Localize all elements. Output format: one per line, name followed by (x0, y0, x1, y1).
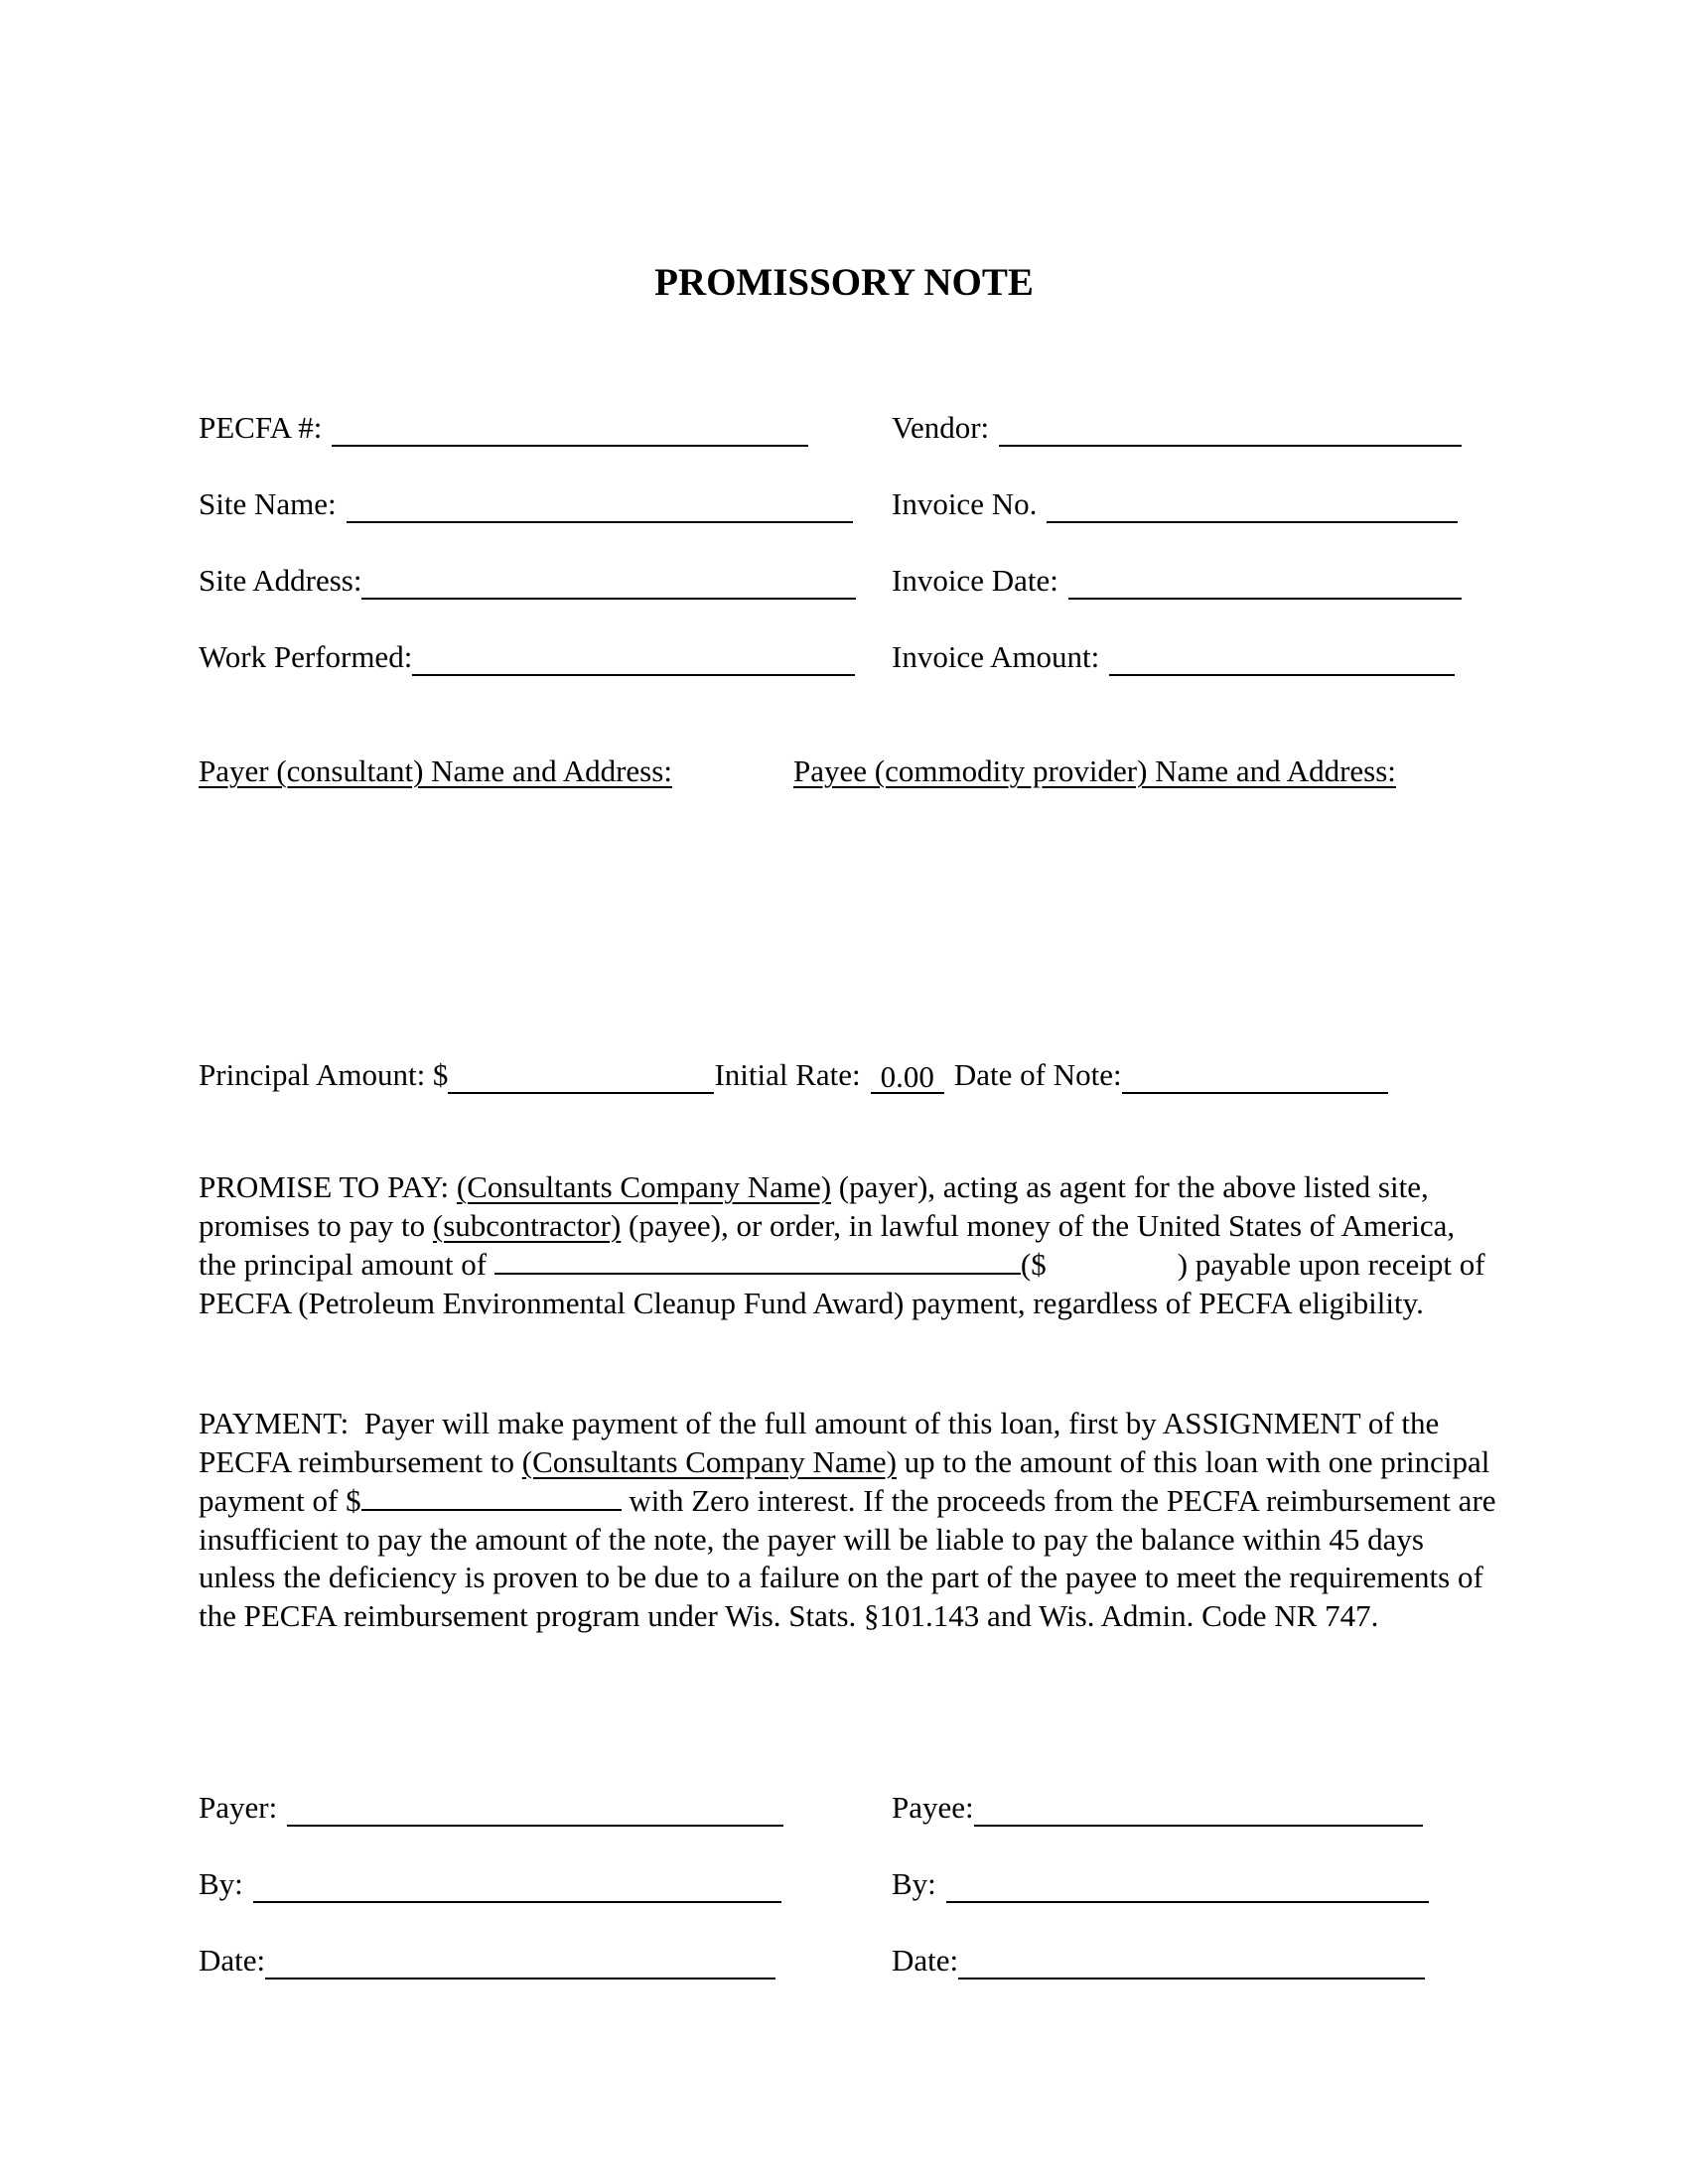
payee-signature-field (892, 1789, 1423, 1827)
payment-lead: PAYMENT: (199, 1406, 350, 1440)
promise-company: (Consultants Company Name) (456, 1169, 832, 1204)
work-performed-blank[interactable] (412, 644, 855, 676)
payer-signature-field (199, 1789, 783, 1827)
principal-label: Principal Amount: $ (199, 1057, 449, 1092)
invoice-amount-label: Invoice Amount: (892, 639, 1100, 674)
payment-paragraph (199, 1405, 1499, 1635)
date-of-note-label: Date of Note: (953, 1057, 1122, 1092)
rate-label: Initial Rate: (714, 1057, 861, 1092)
pecfa-blank[interactable] (332, 415, 808, 447)
payment-company: (Consultants Company Name) (521, 1443, 897, 1479)
invoice-amount-blank[interactable] (1109, 644, 1455, 676)
work-performed-field (199, 638, 855, 676)
promise-text-1: (payer), acting as agent for the above listed site, promises to pay to (199, 1169, 1429, 1243)
invoice-amount-field (892, 638, 1455, 676)
vendor-field (892, 409, 1462, 447)
promise-paren-open: ($ (1020, 1247, 1047, 1282)
payee-by-field (892, 1865, 1429, 1903)
site-name-field (199, 485, 853, 523)
site-address-label: Site Address: (199, 563, 362, 598)
promise-subcontractor: (subcontractor) (432, 1207, 622, 1243)
payer-sign-blank[interactable] (287, 1795, 783, 1827)
payee-date-field (892, 1942, 1425, 1979)
invoice-no-blank[interactable] (1047, 491, 1458, 523)
payer-heading: Payer (consultant) Name and Address: (199, 753, 672, 788)
payer-by-field (199, 1865, 781, 1903)
payee-date-label: Date: (892, 1943, 959, 1978)
promise-paragraph (199, 1168, 1499, 1322)
pecfa-label: PECFA #: (199, 410, 323, 445)
payer-date-label: Date: (199, 1943, 266, 1978)
payer-by-label: By: (199, 1866, 243, 1901)
site-name-label: Site Name: (199, 486, 337, 521)
payee-by-label: By: (892, 1866, 936, 1901)
payee-heading: Payee (commodity provider) Name and Address: (793, 753, 1396, 788)
invoice-date-label: Invoice Date: (892, 563, 1058, 598)
principal-amount-blank[interactable] (494, 1245, 1021, 1275)
document-title: PROMISSORY NOTE (654, 261, 1034, 304)
vendor-blank[interactable] (999, 415, 1462, 447)
payee-by-blank[interactable] (946, 1871, 1429, 1903)
vendor-label: Vendor: (892, 410, 990, 445)
payer-sign-label: Payer: (199, 1790, 278, 1825)
promise-text-3: ) payable upon receipt of PECFA (Petroleum Environmental Cleanup Fund Award) payment, regardless of PECFA eligibility. (199, 1247, 1485, 1320)
invoice-date-field (892, 562, 1462, 600)
invoice-no-field (892, 485, 1458, 523)
pecfa-field (199, 409, 808, 447)
site-name-blank[interactable] (347, 491, 853, 523)
payment-text-3: with Zero interest. If the proceeds from the PECFA reimbursement are insufficient to pay the amount of the note, the payer will be liable to pay the balance within 45 days unless the deficiency is proven to be due to a failure on the part of the payee to meet the requirements of the PECFA reimbursement program under Wis. Stats. §101.143 and Wis. Admin. Code NR 747. (199, 1483, 1496, 1633)
date-of-note-blank[interactable] (1122, 1062, 1388, 1094)
site-address-field (199, 562, 856, 600)
payment-text-2: up to the amount of this loan with one principal payment of $ (199, 1443, 1490, 1518)
amounts-line (199, 1056, 1388, 1094)
payment-text-1: Payer will make payment of the full amount of this loan, first by ASSIGNMENT of the PECFA reimbursement to (199, 1406, 1440, 1479)
payer-by-blank[interactable] (253, 1871, 781, 1903)
site-address-blank[interactable] (361, 568, 856, 600)
payee-sign-label: Payee: (892, 1790, 974, 1825)
promise-text-2: (payee), or order, in lawful money of the United States of America, the principal amount of (199, 1207, 1456, 1282)
payer-date-field (199, 1942, 775, 1979)
principal-blank[interactable] (448, 1062, 714, 1094)
invoice-no-label: Invoice No. (892, 486, 1038, 521)
payee-sign-blank[interactable] (974, 1795, 1423, 1827)
rate-value[interactable]: 0.00 (871, 1062, 944, 1094)
payer-date-blank[interactable] (265, 1948, 775, 1979)
invoice-date-blank[interactable] (1068, 568, 1462, 600)
payee-date-blank[interactable] (958, 1948, 1425, 1979)
promise-lead: PROMISE TO PAY: (199, 1169, 450, 1204)
principal-payment-blank[interactable] (361, 1481, 622, 1511)
work-performed-label: Work Performed: (199, 639, 413, 674)
